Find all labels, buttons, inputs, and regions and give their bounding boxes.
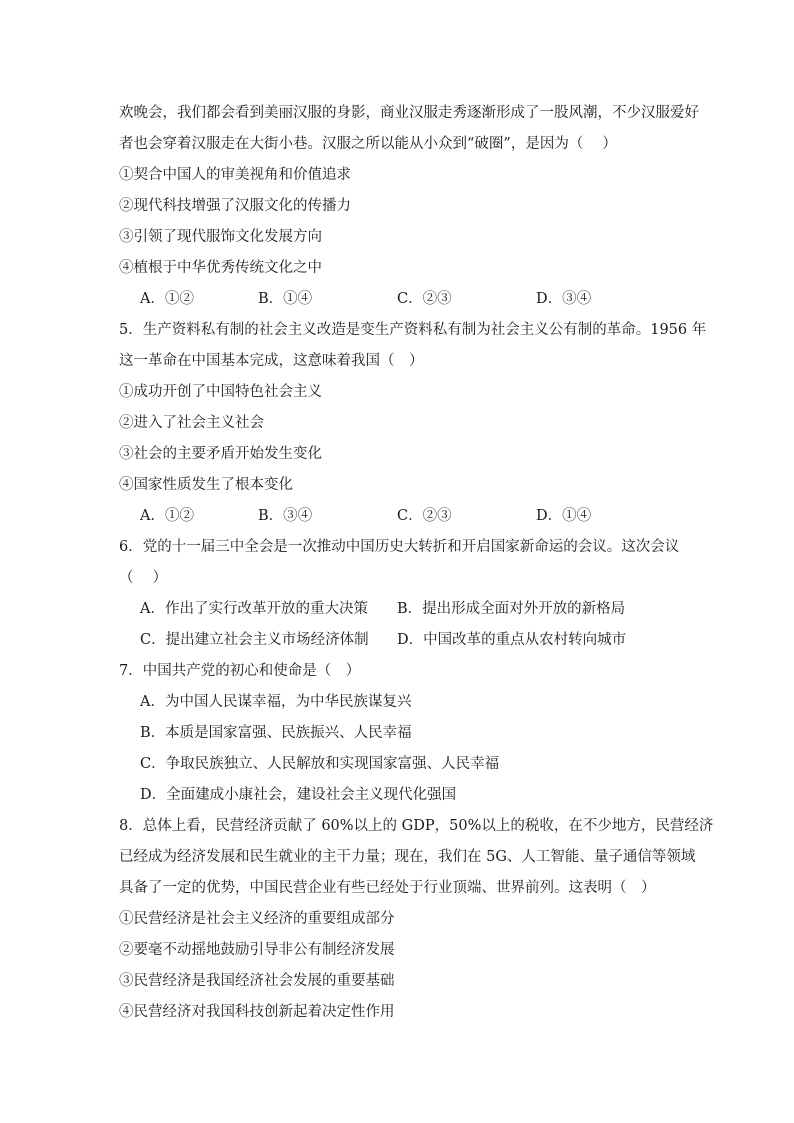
q6-stem-line-1: 6．党的十一届三中全会是一次推动中国历史大转折和开启国家新命运的会议。这次会议 [119,539,680,555]
q8-statement-4: ④民营经济对我国科技创新起着决定性作用 [119,1004,395,1020]
q5-stem-line-1: 5．生产资料私有制的社会主义改造是变生产资料私有制为社会主义公有制的革命。1956 年 [119,322,707,338]
q4-statement-3: ③引领了现代服饰文化发展方向 [119,229,322,245]
q5-option-b[interactable]: B．③④ [258,508,313,524]
q4-option-a[interactable]: A．①② [140,291,194,307]
q7-option-d[interactable]: D．全面建成小康社会，建设社会主义现代化强国 [140,787,457,803]
q5-stem-line-2: 这一革命在中国基本完成，这意味着我国（ ） [119,353,424,369]
q4-option-b[interactable]: B．①④ [258,291,313,307]
q5-option-c[interactable]: C．②③ [397,508,452,524]
q5-statement-3: ③社会的主要矛盾开始发生变化 [119,446,322,462]
q5-option-a[interactable]: A．①② [140,508,194,524]
q5-statement-1: ①成功开创了中国特色社会主义 [119,384,322,400]
q4-statement-4: ④植根于中华优秀传统文化之中 [119,260,322,276]
q8-stem-line-3: 具备了一定的优势，中国民营企业有些已经处于行业顶端、世界前列。这表明（ ） [119,880,656,896]
q8-stem-line-2: 已经成为经济发展和民生就业的主干力量；现在，我们在 5G、人工智能、量子通信等领域 [119,849,696,865]
q5-statement-2: ②进入了社会主义社会 [119,415,264,431]
q5-statement-4: ④国家性质发生了根本变化 [119,477,293,493]
q7-option-b[interactable]: B．本质是国家富强、民族振兴、人民幸福 [140,725,412,741]
q4-stem-line-2: 者也会穿着汉服走在大街小巷。汉服之所以能从小众到“破圈”，是因为（ ） [119,136,617,152]
q4-option-d[interactable]: D．③④ [536,291,592,307]
q8-statement-2: ②要毫不动摇地鼓励引导非公有制经济发展 [119,942,395,958]
q6-option-d[interactable]: D．中国改革的重点从农村转向城市 [397,632,627,648]
q6-option-a[interactable]: A．作出了实行改革开放的重大决策 [140,601,368,617]
q4-option-c[interactable]: C．②③ [397,291,452,307]
q7-stem-line-1: 7．中国共产党的初心和使命是（ ） [119,663,361,679]
q7-option-a[interactable]: A．为中国人民谋幸福，为中华民族谋复兴 [140,694,412,710]
q8-statement-3: ③民营经济是我国经济社会发展的重要基础 [119,973,395,989]
q6-option-b[interactable]: B．提出形成全面对外开放的新格局 [397,601,626,617]
q4-stem-line-1: 欢晚会，我们都会看到美丽汉服的身影，商业汉服走秀逐渐形成了一股风潮，不少汉服爱好 [119,105,699,121]
q4-statement-2: ②现代科技增强了汉服文化的传播力 [119,198,351,214]
q6-stem-line-2: （ ） [119,570,168,586]
q7-option-c[interactable]: C．争取民族独立、人民解放和实现国家富强、人民幸福 [140,756,500,772]
q4-statement-1: ①契合中国人的审美视角和价值追求 [119,167,351,183]
q6-option-c[interactable]: C．提出建立社会主义市场经济体制 [140,632,369,648]
q8-stem-line-1: 8．总体上看，民营经济贡献了 60%以上的 GDP，50%以上的税收，在不少地方，民营经济 [119,818,714,834]
q5-option-d[interactable]: D．①④ [536,508,592,524]
q8-statement-1: ①民营经济是社会主义经济的重要组成部分 [119,911,395,927]
